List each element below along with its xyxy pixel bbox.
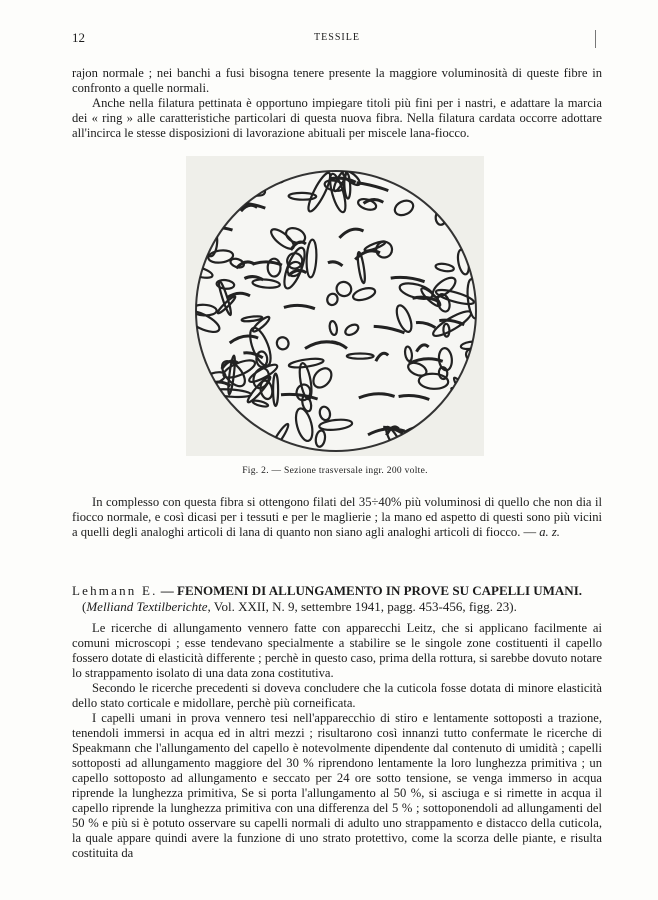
citation-open-paren: (	[82, 599, 87, 614]
fiber-section	[223, 170, 268, 200]
article-paragraph-2: Secondo le ricerche precedenti si doveva concludere che la cuticola fosse dotata di minore elasticità dello stato corticale e midollare, perchè più corneificata.	[72, 681, 602, 710]
fiber-section	[211, 186, 228, 195]
conclusion-body: In complesso con questa fibra si ottengono filati del 35÷40% più voluminosi di quello che non dia il fiocco normale, e così dicasi per i tessuti e per le maglierie ; la mano ed aspetto di questi sono più vicini a quelli degli analoghi articoli di lana di quanto non siano agli analoghi articoli di fiocco. —	[72, 495, 602, 539]
fiber-section	[211, 171, 232, 198]
article-title: — FENOMENI DI ALLUNGAMENTO IN PROVE SU CAPELLI UMANI.	[160, 583, 583, 598]
article-paragraph-1: Le ricerche di allungamento vennero fatte con apparecchi Leitz, che si applicano facilmente ai comuni microscopi ; esse tendevano specialmente a stabilire se le singole zone costituenti il capello fossero dotate di elasticità differente ; perchè in questo caso, prima della rottura, si sarebbe dovuto notare lo strappamento isolato di una data zona costitutiva.	[72, 621, 602, 680]
figure-micrograph	[186, 156, 484, 456]
page-number: 12	[72, 30, 85, 45]
article-citation	[72, 599, 602, 615]
source-name: Melliand Textilberichte	[86, 599, 208, 614]
micrograph-field	[196, 171, 476, 451]
article-body	[72, 621, 602, 861]
fiber-section	[215, 200, 230, 216]
fiber-section	[244, 182, 260, 190]
fiber-section	[453, 410, 481, 451]
margin-rule	[595, 30, 596, 48]
fiber-section	[235, 156, 249, 187]
intro-paragraph-1: rajon normale ; nei banchi a fusi bisogna tenere presente la maggiore voluminosità di queste fibre in confronto a quelle normali.	[72, 66, 602, 95]
signature: a. z.	[539, 525, 560, 539]
page-header	[72, 30, 602, 46]
running-title: TESSILE	[314, 32, 360, 43]
fiber-section	[449, 189, 471, 203]
fiber-section	[471, 169, 480, 181]
conclusion-paragraph	[72, 495, 602, 540]
fiber-section	[445, 422, 457, 427]
article-author: Lehmann E.	[72, 583, 158, 598]
intro-text	[72, 66, 602, 141]
figure-caption: Fig. 2. — Sezione trasversale ingr. 200 volte.	[242, 466, 428, 476]
intro-paragraph-2: Anche nella filatura pettinata è opportuno impiegare titoli più fini per i nastri, e adattare la marcia dei « ring » alle caratteristiche particolari di questa nuova fibra. Nella filatura cardata occorre adottare all'incirca le stesse disposizioni di lavorazione abituali per miscele lana-fiocco.	[72, 96, 602, 140]
article-heading	[72, 583, 602, 615]
article-paragraph-3: I capelli umani in prova vennero tesi nell'apparecchio di stiro e lentamente sottoposti a trazione, tenendoli immersi in acqua ed in altri mezzi ; risultarono così innanzi tutto confermate le ricerche di Speakmann che l'allungamento del capello è notevolmente dipendente dal contenuto di umidità ; capelli sottoposti ad allungamento maggiore del 30 % riprendono lentamente la loro lunghezza primitiva ; un capello sottoposto ad allungamento e seccato per 24 ore sotto tensione, se venga immerso in acqua riprende la lunghezza primitiva, Se si porta l'allungamento al 50 %, si asciuga e si rimette in acqua il capello riprende la lunghezza primitiva con una differenza del 5 % ; sottoponendoli ad allungamenti del 50 % e più si è potuto osservare su capelli normali di adulto uno strappamento e distacco della cuticola, la quale appare quindi avere la funzione di uno strato protettivo, come la scorza delle piante, e risulta costituita da	[72, 711, 602, 860]
fiber-section	[444, 197, 461, 202]
fiber-cross-section-micrograph	[186, 156, 484, 456]
conclusion-text	[72, 495, 602, 540]
source-details: , Vol. XXII, N. 9, settembre 1941, pagg. 453-456, figg. 23).	[207, 599, 517, 614]
